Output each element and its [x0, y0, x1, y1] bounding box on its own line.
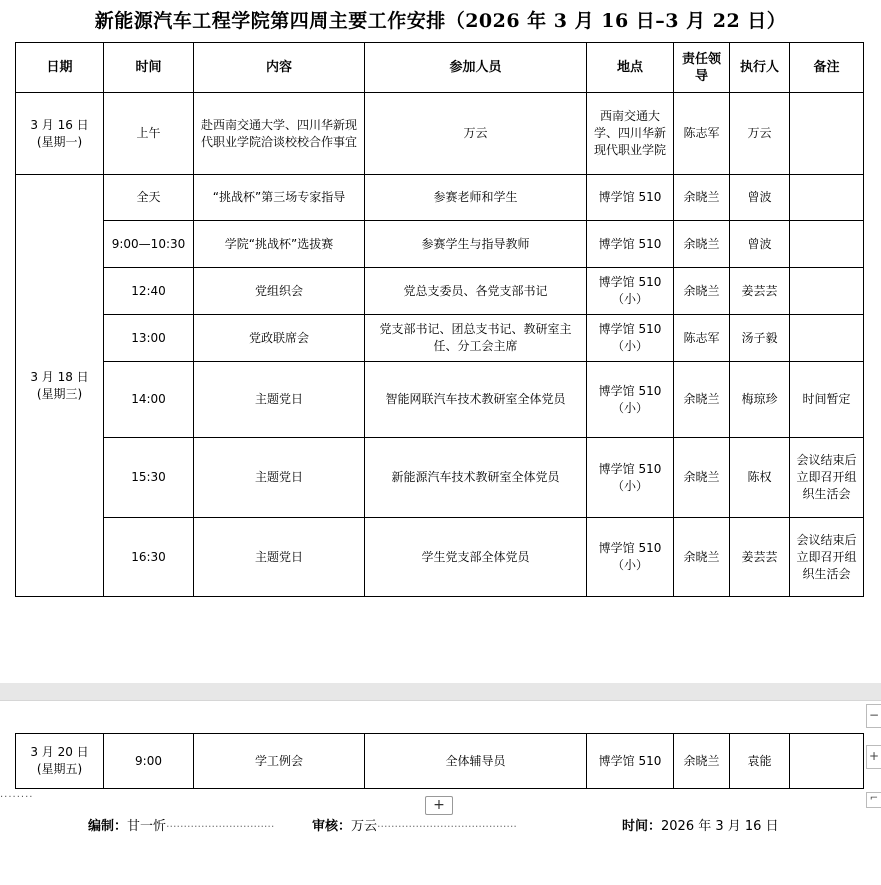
- executor-cell: 汤子毅: [730, 315, 790, 362]
- page-gap: [0, 683, 881, 701]
- time-cell: 15:30: [104, 438, 194, 518]
- date-cell: [16, 93, 104, 175]
- participants-cell: 参赛老师和学生: [365, 175, 587, 221]
- leader-cell: 余晓兰: [674, 175, 730, 221]
- table-row: [16, 221, 864, 268]
- location-cell: 博学馆 510（小）: [587, 362, 674, 438]
- date-text: 3 月 16 日: [30, 117, 89, 132]
- time-cell: 9:00—10:30: [104, 221, 194, 268]
- leader-cell: 余晓兰: [674, 734, 730, 789]
- table-row: [16, 93, 864, 175]
- participants-cell: 全体辅导员: [365, 734, 587, 789]
- participants-cell: 党支部书记、团总支书记、教研室主任、分工会主席: [365, 315, 587, 362]
- leader-cell: 陈志军: [674, 93, 730, 175]
- footer-time: [622, 815, 779, 834]
- participants-cell: 新能源汽车技术教研室全体党员: [365, 438, 587, 518]
- remark-cell: [790, 268, 864, 315]
- participants-cell: 万云: [365, 93, 587, 175]
- dotted-leader: ·······························: [166, 820, 275, 833]
- schedule-table: [15, 42, 864, 597]
- header-leader: 责任领导: [674, 43, 730, 93]
- add-column-icon[interactable]: +: [866, 745, 881, 769]
- executor-cell: 梅琼珍: [730, 362, 790, 438]
- collapse-icon[interactable]: −: [866, 704, 881, 728]
- leader-cell: 余晓兰: [674, 518, 730, 597]
- weekday-text: (星期一): [36, 134, 83, 149]
- document-title: 新能源汽车工程学院第四周主要工作安排（2026 年 3 月 16 日–3 月 22 日）: [94, 10, 787, 32]
- participants-cell: 党总支委员、各党支部书记: [365, 268, 587, 315]
- footer-reviewer: [312, 815, 517, 834]
- remark-cell: 会议结束后立即召开组织生活会: [790, 438, 864, 518]
- date-text: 3 月 18 日: [30, 369, 89, 384]
- header-row: [16, 43, 864, 93]
- dotted-leader: ········: [0, 792, 34, 803]
- leader-cell: 陈志军: [674, 315, 730, 362]
- remark-cell: [790, 93, 864, 175]
- remark-cell: [790, 175, 864, 221]
- header-participants: 参加人员: [365, 43, 587, 93]
- header-date: 日期: [16, 43, 104, 93]
- schedule-table-continued: [15, 733, 864, 789]
- header-time: 时间: [104, 43, 194, 93]
- participants-cell: 参赛学生与指导教师: [365, 221, 587, 268]
- remark-cell: [790, 221, 864, 268]
- table-row: [16, 438, 864, 518]
- executor-cell: 姜芸芸: [730, 268, 790, 315]
- remark-cell: [790, 315, 864, 362]
- content-cell: 党政联席会: [194, 315, 365, 362]
- executor-cell: 姜芸芸: [730, 518, 790, 597]
- location-cell: 博学馆 510: [587, 221, 674, 268]
- content-cell: 主题党日: [194, 518, 365, 597]
- time-cell: 14:00: [104, 362, 194, 438]
- compiler-name: 甘一忻: [127, 819, 167, 834]
- table-row: [16, 734, 864, 789]
- header-content: 内容: [194, 43, 365, 93]
- remark-cell: 时间暂定: [790, 362, 864, 438]
- date-cell: [16, 175, 104, 597]
- table-resize-icon[interactable]: ⌐: [866, 792, 881, 808]
- remark-cell: [790, 734, 864, 789]
- leader-cell: 余晓兰: [674, 268, 730, 315]
- content-cell: “挑战杯”第三场专家指导: [194, 175, 365, 221]
- executor-cell: 袁能: [730, 734, 790, 789]
- content-cell: 主题党日: [194, 362, 365, 438]
- remark-cell: 会议结束后立即召开组织生活会: [790, 518, 864, 597]
- table-row: [16, 315, 864, 362]
- date-text: 3 月 20 日: [30, 745, 89, 759]
- footer-compiler: [88, 815, 274, 834]
- header-remark: 备注: [790, 43, 864, 93]
- reviewer-label: 审核：: [312, 819, 352, 834]
- executor-cell: 曾波: [730, 175, 790, 221]
- content-cell: 党组织会: [194, 268, 365, 315]
- location-cell: 博学馆 510（小）: [587, 315, 674, 362]
- time-value: 2026 年 3 月 16 日: [661, 819, 779, 834]
- weekday-text: (星期三): [36, 386, 83, 401]
- content-cell: 学工例会: [194, 734, 365, 789]
- table-row: [16, 518, 864, 597]
- location-cell: 博学馆 510（小）: [587, 438, 674, 518]
- date-cell: [16, 734, 104, 789]
- location-cell: 博学馆 510（小）: [587, 518, 674, 597]
- location-cell: 博学馆 510: [587, 175, 674, 221]
- time-cell: 13:00: [104, 315, 194, 362]
- header-location: 地点: [587, 43, 674, 93]
- leader-cell: 余晓兰: [674, 362, 730, 438]
- leader-cell: 余晓兰: [674, 221, 730, 268]
- participants-cell: 学生党支部全体党员: [365, 518, 587, 597]
- page-divider: [0, 700, 881, 701]
- add-row-button[interactable]: +: [425, 796, 453, 815]
- reviewer-name: 万云: [351, 819, 378, 834]
- time-cell: 上午: [104, 93, 194, 175]
- compiler-label: 编制：: [88, 819, 128, 834]
- dotted-leader: ········································: [377, 820, 517, 833]
- location-cell: 西南交通大学、四川华新现代职业学院: [587, 93, 674, 175]
- table-row: [16, 268, 864, 315]
- participants-cell: 智能网联汽车技术教研室全体党员: [365, 362, 587, 438]
- location-cell: 博学馆 510（小）: [587, 268, 674, 315]
- table-row: [16, 362, 864, 438]
- weekday-text: (星期五): [36, 762, 83, 776]
- executor-cell: 曾波: [730, 221, 790, 268]
- time-cell: 全天: [104, 175, 194, 221]
- content-cell: 赴西南交通大学、四川华新现代职业学院洽谈校校合作事宜: [194, 93, 365, 175]
- leader-cell: 余晓兰: [674, 438, 730, 518]
- header-executor: 执行人: [730, 43, 790, 93]
- executor-cell: 万云: [730, 93, 790, 175]
- location-cell: 博学馆 510: [587, 734, 674, 789]
- time-cell: 9:00: [104, 734, 194, 789]
- time-cell: 12:40: [104, 268, 194, 315]
- content-cell: 学院“挑战杯”选拔赛: [194, 221, 365, 268]
- executor-cell: 陈权: [730, 438, 790, 518]
- time-label: 时间：: [622, 819, 662, 834]
- table-row: [16, 175, 864, 221]
- time-cell: 16:30: [104, 518, 194, 597]
- content-cell: 主题党日: [194, 438, 365, 518]
